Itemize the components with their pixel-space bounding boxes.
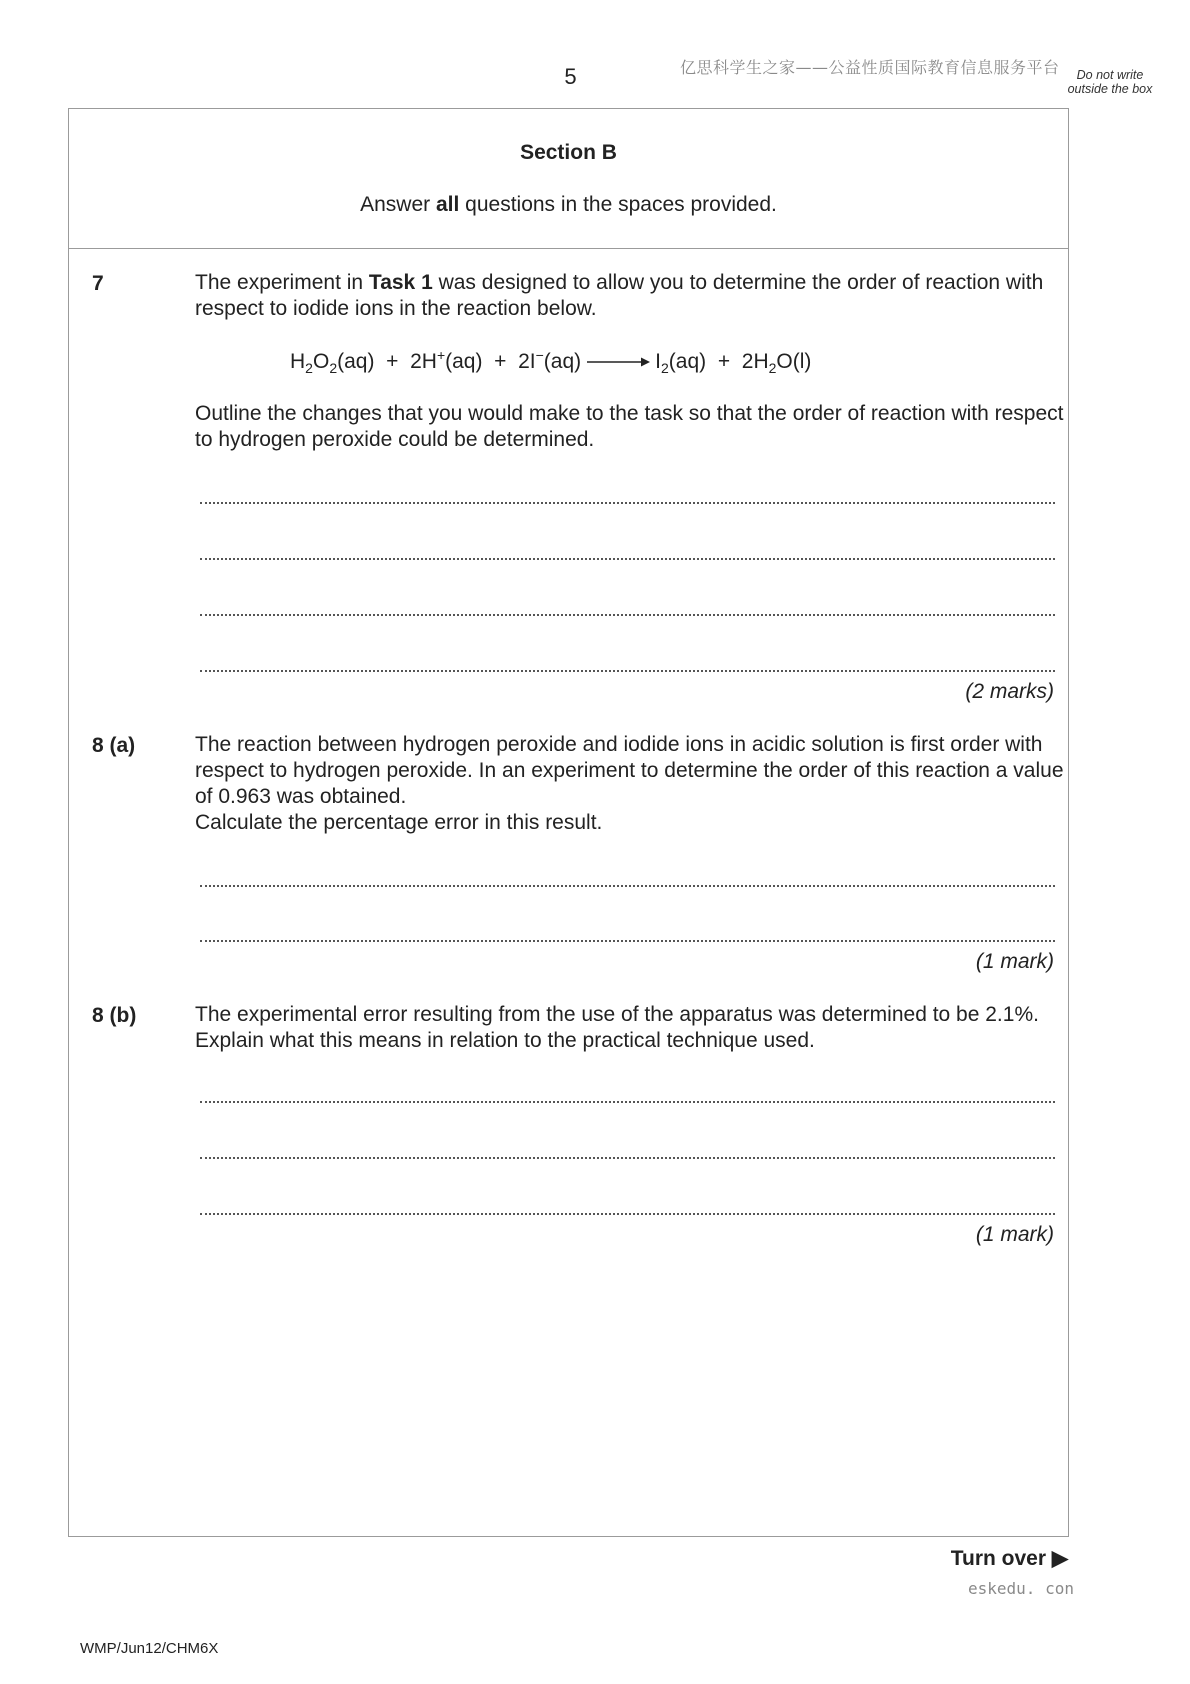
- eq-hplus-state: (aq): [445, 350, 483, 373]
- answer-line[interactable]: [200, 1101, 1055, 1103]
- instructions-pre: Answer: [360, 193, 436, 216]
- eq-water-rest: O(l): [776, 350, 812, 373]
- eq-i2-sub: 2: [661, 360, 669, 377]
- eq-h2o2-o: O: [312, 350, 330, 373]
- section-title: Section B: [520, 141, 617, 164]
- eq-h2o2-state: (aq): [337, 350, 375, 373]
- question-7-task: Outline the changes that you would make to the task so that the order of reaction with respect to hydrogen peroxide could be determined.: [195, 402, 1064, 451]
- page-number: 5: [564, 64, 577, 89]
- section-divider: [68, 248, 1069, 249]
- marks-label: (1 mark): [975, 950, 1054, 973]
- question-8a-number: 8 (a): [92, 734, 136, 757]
- answer-line[interactable]: [200, 558, 1055, 560]
- eq-i2: I: [655, 350, 661, 373]
- answer-line[interactable]: [200, 670, 1055, 672]
- instructions-bold: all: [435, 193, 460, 216]
- eq-plus: +: [717, 350, 731, 373]
- answer-line[interactable]: [200, 1157, 1055, 1159]
- eq-h2o2-sub2: 2: [329, 360, 338, 377]
- eq-iodide-state: (aq): [543, 350, 582, 373]
- margin-note: Do not write outside the box: [1067, 68, 1153, 96]
- answer-line[interactable]: [200, 940, 1055, 942]
- eq-iodide-sup: −: [535, 347, 544, 363]
- instructions-post: questions in the spaces provided.: [459, 193, 777, 216]
- eq-hplus: 2H: [410, 350, 437, 373]
- q7-text-post: was designed to allow you to determine the order of reaction with respect to iodide ions in the reaction below.: [195, 271, 1044, 320]
- eq-plus: +: [494, 350, 507, 373]
- eq-h2o2-sub1: 2: [305, 360, 313, 377]
- paper-code: WMP/Jun12/CHM6X: [80, 1640, 219, 1657]
- question-8b-text: The experimental error resulting from the use of the apparatus was determined to be 2.1%. Explain what this means in relation to the practical technique used.: [195, 1003, 1039, 1052]
- question-8b-number: 8 (b): [92, 1004, 137, 1027]
- eq-hplus-sup: +: [436, 347, 446, 363]
- q7-text-bold: Task 1: [368, 271, 433, 294]
- answer-line[interactable]: [200, 1213, 1055, 1215]
- answer-line[interactable]: [200, 614, 1055, 616]
- reaction-arrow-icon: [585, 356, 651, 368]
- q7-text-pre: The experiment in: [195, 271, 369, 294]
- eq-iodide: 2I: [518, 350, 536, 373]
- watermark-text: 亿思科学生之家——公益性质国际教育信息服务平台: [680, 58, 1060, 77]
- eq-water: 2H: [741, 350, 769, 373]
- question-8a-task: Calculate the percentage error in this result.: [195, 811, 603, 834]
- question-8a-text: The reaction between hydrogen peroxide and iodide ions in acidic solution is first order with respect to hydrogen peroxide. In an experiment to determine the order of this reaction a value of 0.963 was obtained.: [195, 733, 1064, 808]
- answer-line[interactable]: [200, 885, 1055, 887]
- turn-over-label: Turn over ▶: [950, 1547, 1068, 1570]
- marks-label: (1 mark): [975, 1223, 1054, 1246]
- question-7-number: 7: [92, 272, 104, 295]
- eq-i2-state: (aq): [668, 350, 707, 373]
- section-instructions: [68, 193, 1069, 217]
- marks-label: (2 marks): [965, 680, 1054, 703]
- footer-watermark: eskedu. con: [968, 1579, 1074, 1598]
- eq-plus: +: [386, 350, 399, 373]
- eq-water-sub: 2: [768, 360, 777, 377]
- eq-h2o2-h: H: [290, 350, 306, 373]
- answer-line[interactable]: [200, 502, 1055, 504]
- reaction-equation: [290, 347, 812, 377]
- question-7-text: [195, 270, 1065, 322]
